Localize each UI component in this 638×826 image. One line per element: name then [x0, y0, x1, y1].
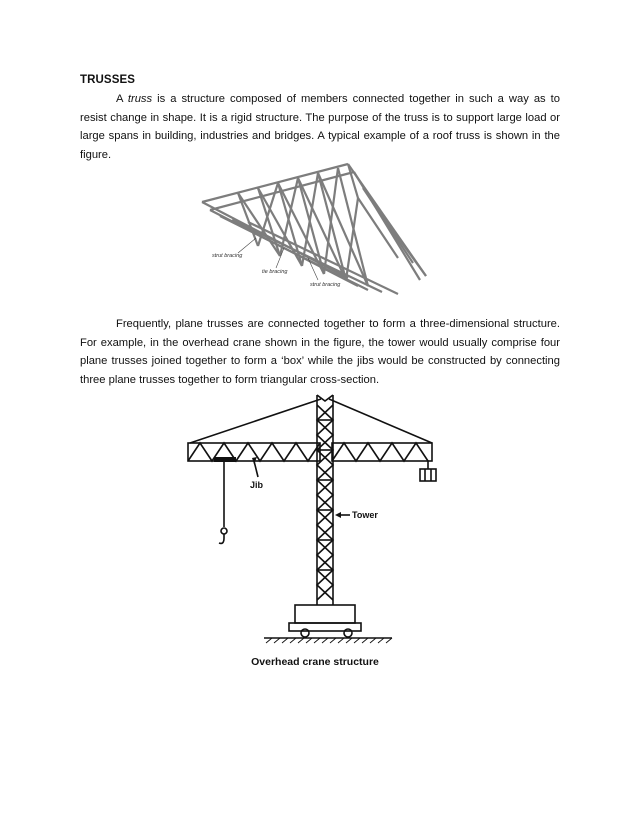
- roof-truss-figure: [198, 158, 430, 298]
- crane-caption: Overhead crane structure: [251, 656, 379, 668]
- roof-label-tie: tie bracing: [262, 269, 288, 275]
- para1-body: is a structure composed of members connected together in such a way as to resist change in shape. It is a rigid structure. The purpose of the truss is to support large load or large spans in building, industries and bridges. A typical example of a roof truss is shown in the figure.: [80, 93, 560, 161]
- tower-label: Tower: [352, 510, 378, 520]
- roof-truss-drawing: [198, 158, 430, 298]
- hook-icon: [219, 528, 227, 543]
- trolley: [214, 457, 236, 462]
- tower-arrowhead: [335, 512, 341, 518]
- space-truss-paragraph: Frequently, plane trusses are connected together to form a three-dimensional structure. For example, in the overhead crane shown in the figure, the tower would usually comprise four plane trusses joined together to form a ‘box’ while the jibs would be constructed by connecting three plane trusses together to form triangular cross-section.: [80, 318, 560, 386]
- roof-label-strut-1: strut bracing: [212, 253, 243, 259]
- term-truss: truss: [127, 93, 153, 105]
- truss-definition-paragraph: [80, 90, 560, 164]
- crane-figure: [180, 385, 450, 675]
- roof-truss-members: [202, 164, 426, 294]
- jib-label: Jib: [250, 480, 264, 490]
- para1-lead: A: [116, 93, 128, 105]
- crane-structure: [188, 395, 436, 638]
- section-heading: TRUSSES: [80, 74, 136, 86]
- crane-drawing: [180, 385, 450, 675]
- roof-label-strut-2: strut bracing: [310, 282, 341, 288]
